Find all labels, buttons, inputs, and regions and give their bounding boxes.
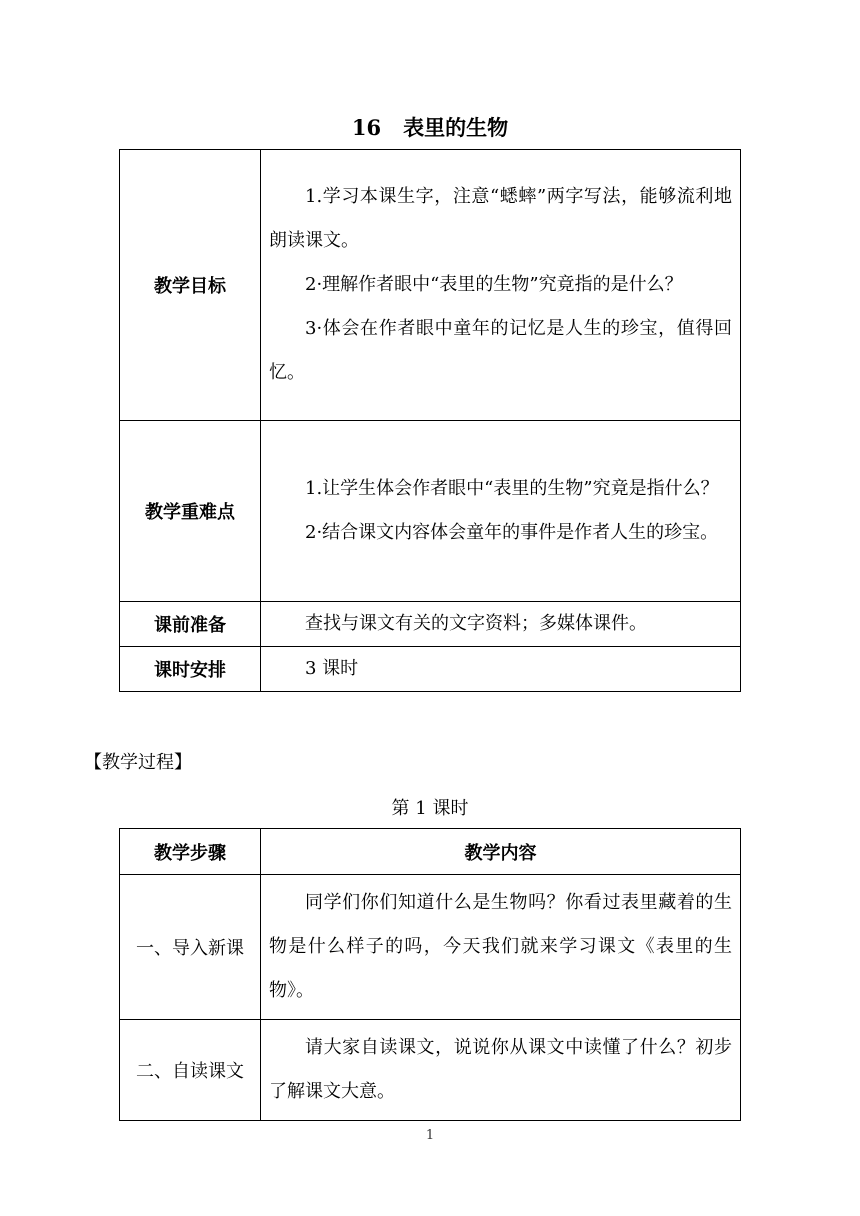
goals-row [120, 150, 741, 421]
preparation-text: 查找与课文有关的文字资料；多媒体课件。 [305, 613, 647, 634]
process-header-row [120, 829, 741, 875]
step-content-text: 请大家自读课文，说说你从课文中读懂了什么？初步了解课文大意。 [269, 1037, 732, 1102]
step-name: 二、自读课文 [120, 1020, 261, 1121]
goal-item: 3·体会在作者眼中童年的记忆是人生的珍宝，值得回忆。 [269, 318, 732, 383]
column-header-content: 教学内容 [261, 829, 741, 875]
preparation-row [120, 602, 741, 647]
preparation-content [261, 602, 741, 647]
goals-content [261, 150, 741, 421]
step-content-text: 同学们你们知道什么是生物吗？你看过表里藏着的生物是什么样子的吗，今天我们就来学习课文《表里的生物》。 [269, 892, 732, 1001]
lesson-number: 16 [351, 115, 382, 140]
preparation-label: 课前准备 [120, 602, 261, 647]
key-point-item: 2·结合课文内容体会童年的事件是作者人生的珍宝。 [305, 522, 719, 543]
page-title [0, 112, 860, 142]
goals-label: 教学目标 [120, 150, 261, 421]
schedule-content [261, 647, 741, 692]
process-heading: 【教学过程】 [84, 752, 192, 773]
page-number: 1 [425, 1128, 435, 1143]
goal-item: 2·理解作者眼中“表里的生物”究竟指的是什么？ [305, 274, 683, 295]
column-header-step: 教学步骤 [120, 829, 261, 875]
schedule-row [120, 647, 741, 692]
overview-table [119, 149, 741, 692]
key-points-content [261, 421, 741, 602]
step-name: 一、导入新课 [120, 875, 261, 1020]
step-row [120, 1020, 741, 1121]
key-points-label: 教学重难点 [120, 421, 261, 602]
goal-item: 1.学习本课生字，注意“蟋蟀”两字写法，能够流利地朗读课文。 [269, 186, 732, 251]
step-row [120, 875, 741, 1020]
lesson-subtitle: 第 1 课时 [391, 798, 469, 819]
schedule-label: 课时安排 [120, 647, 261, 692]
step-content [261, 875, 741, 1020]
key-points-row [120, 421, 741, 602]
key-point-item: 1.让学生体会作者眼中“表里的生物”究竟是指什么？ [305, 478, 719, 499]
lesson-title: 表里的生物 [403, 115, 509, 140]
schedule-text: 3 课时 [305, 658, 359, 679]
step-content [261, 1020, 741, 1121]
process-table [119, 828, 741, 1121]
